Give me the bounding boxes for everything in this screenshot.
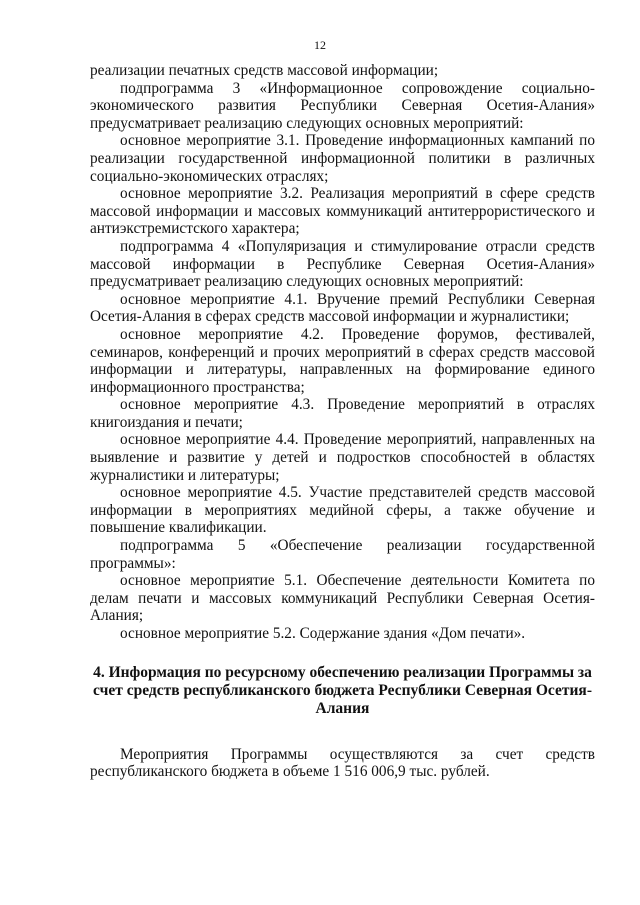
- paragraph-subprogram-5: подпрограмма 5 «Обеспечение реализации государственной программы»:: [90, 537, 595, 572]
- paragraph-measure-4-2: основное мероприятие 4.2. Проведение форумов, фестивалей, семинаров, конференций и прочих мероприятий в сферах средств массовой информации и литературы, направленных на формирование единого информационного пространства;: [90, 325, 595, 396]
- paragraph-measure-4-5: основное мероприятие 4.5. Участие представителей средств массовой информации в мероприятиях медийной сферы, а также обучение и повышение квалификации.: [90, 484, 595, 537]
- section-body-paragraph: Мероприятия Программы осуществляются за счет средств республиканского бюджета в объеме 1 516 006,9 тыс. рублей.: [90, 745, 595, 781]
- paragraph-0: реализации печатных средств массовой информации;: [90, 62, 439, 79]
- document-body: [90, 62, 595, 781]
- paragraph-measure-5-2: основное мероприятие 5.2. Содержание здания «Дом печати».: [120, 625, 526, 642]
- paragraph-subprogram-3: подпрограмма 3 «Информационное сопровождение социально-экономического развития Республики Северная Осетия-Алания» предусматривает реализацию следующих основных мероприятий:: [90, 79, 595, 132]
- paragraph-subprogram-4: подпрограмма 4 «Популяризация и стимулирование отрасли средств массовой информации в Республике Северная Осетия-Алания» предусматривает реализацию следующих основных мероприятий:: [90, 237, 595, 291]
- page-number: 12: [314, 38, 326, 52]
- paragraph-measure-5-1: основное мероприятие 5.1. Обеспечение деятельности Комитета по делам печати и массовых коммуникаций Республики Северная Осетия-Алания;: [90, 572, 595, 625]
- paragraph-measure-4-3: основное мероприятие 4.3. Проведение мероприятий в отраслях книгоиздания и печати;: [90, 396, 595, 431]
- section-spacer: [90, 718, 595, 746]
- section-heading: 4. Информация по ресурсному обеспечению реализации Программы за счет средств республиканского бюджета Республики Северная Осетия-Алания: [93, 663, 592, 717]
- paragraph-measure-3-2: основное мероприятие 3.2. Реализация мероприятий в сфере средств массовой информации и массовых коммуникаций антитеррористического и антиэкстремистского характера;: [90, 185, 595, 238]
- paragraph-measure-4-1: основное мероприятие 4.1. Вручение премий Республики Северная Осетия-Алания в сферах средств массовой информации и журналистики;: [90, 290, 595, 326]
- paragraph-measure-4-4: основное мероприятие 4.4. Проведение мероприятий, направленных на выявление и развитие у детей и подростков способностей в областях журналистики и литературы;: [90, 431, 595, 484]
- paragraph-measure-3-1: основное мероприятие 3.1. Проведение информационных кампаний по реализации государственной информационной политики в различных социально-экономических отраслях;: [90, 132, 595, 185]
